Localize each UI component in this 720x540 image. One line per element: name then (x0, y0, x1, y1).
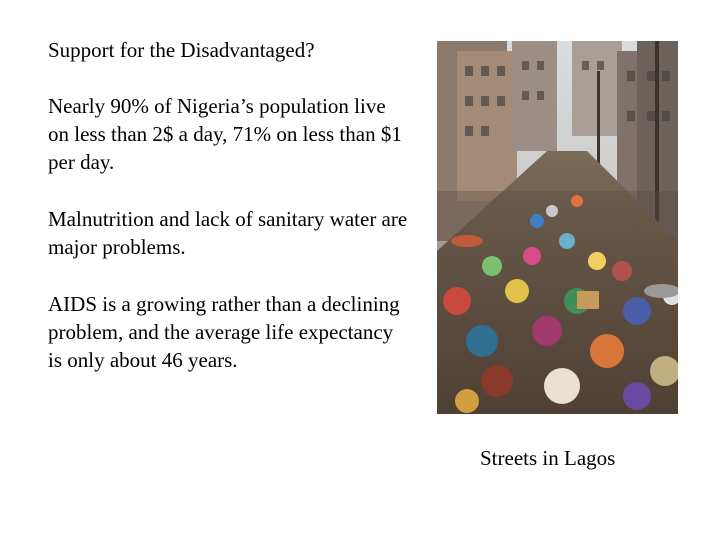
paragraph-aids: AIDS is a growing rather than a declining problem, and the average life expectancy is only about 46 years. (48, 292, 400, 372)
lagos-street-photo (437, 41, 678, 414)
photo-caption: Streets in Lagos (480, 446, 616, 470)
slide-title: Support for the Disadvantaged? (48, 38, 315, 62)
paragraph-income: Nearly 90% of Nigeria’s population live on less than 2$ a day, 71% on less than $1 per day. (48, 94, 402, 174)
text-column (48, 36, 408, 403)
paragraph-malnutrition: Malnutrition and lack of sanitary water are major problems. (48, 207, 408, 259)
